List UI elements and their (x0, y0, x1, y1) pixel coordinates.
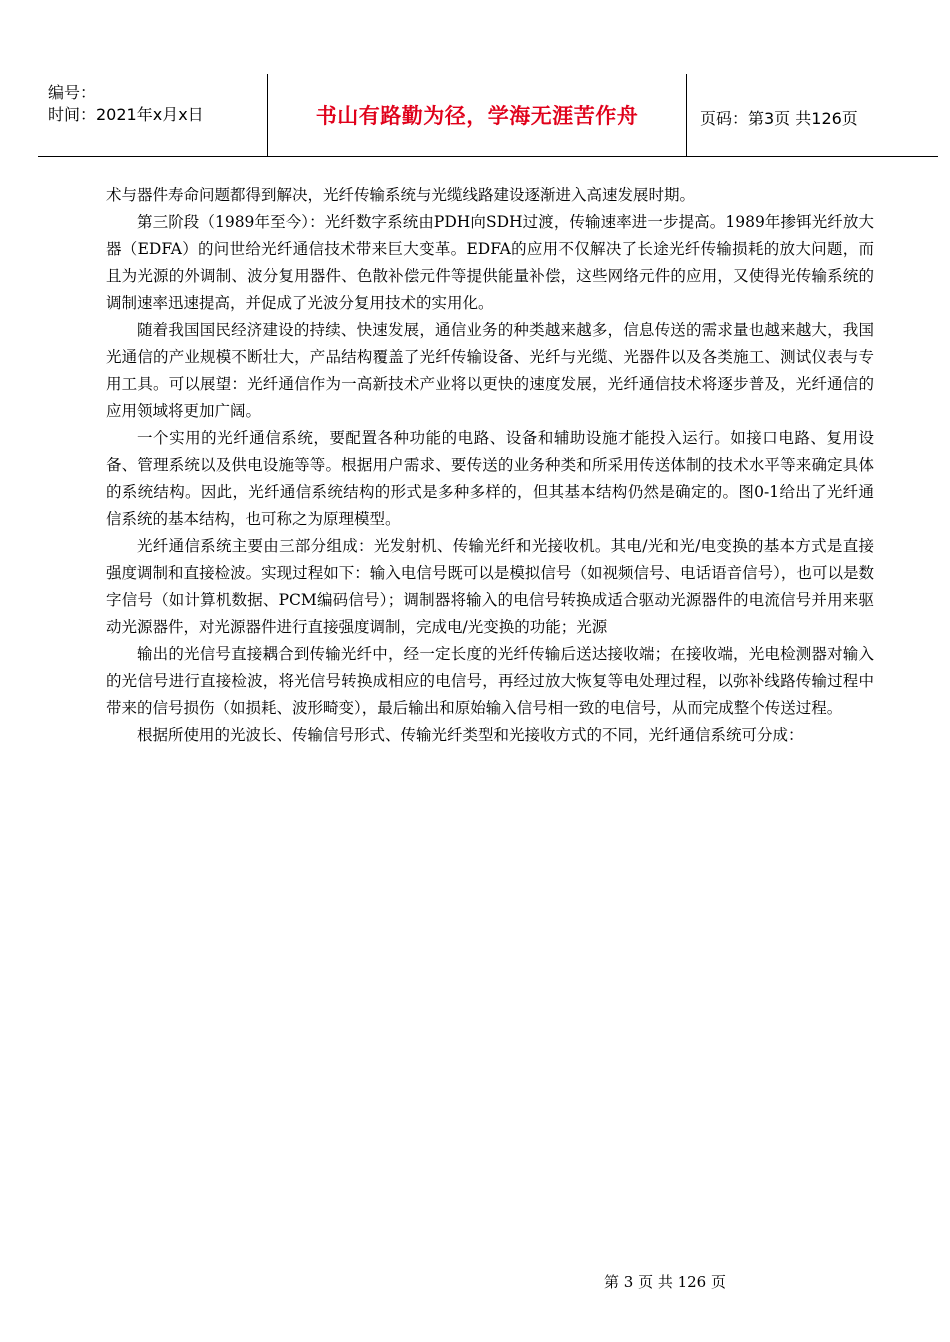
header-page-info: 页码：第3页 共126页 (700, 109, 858, 128)
document-body (106, 182, 874, 749)
paragraph: 第三阶段（1989年至今）：光纤数字系统由PDH向SDH过渡，传输速率进一步提高。1989年掺铒光纤放大器（EDFA）的问世给光纤通信技术带来巨大变革。EDFA的应用不仅解决了长途光纤传输损耗的放大问题，而且为光源的外调制、波分复用器件、色散补偿元件等提供能量补偿，这些网络元件的应用，又使得光传输系统的调制速率迅速提高，并促成了光波分复用技术的实用化。 (106, 213, 874, 312)
paragraph: 光纤通信系统主要由三部分组成：光发射机、传输光纤和光接收机。其电/光和光/电变换的基本方式是直接强度调制和直接检波。实现过程如下：输入电信号既可以是模拟信号（如视频信号、电话语音信号），也可以是数字信号（如计算机数据、PCM编码信号）；调制器将输入的电信号转换成适合驱动光源器件的电流信号并用来驱动光源器件，对光源器件进行直接强度调制，完成电/光变换的功能；光源 (106, 537, 874, 636)
page-header (38, 74, 938, 157)
header-divider (686, 74, 687, 156)
paragraph: 术与器件寿命问题都得到解决，光纤传输系统与光缆线路建设逐渐进入高速发展时期。 (106, 186, 696, 204)
header-motto: 书山有路勤为径，学海无涯苦作舟 (315, 104, 639, 128)
code-label: 编号： (48, 83, 97, 102)
paragraph: 随着我国国民经济建设的持续、快速发展，通信业务的种类越来越多，信息传送的需求量也越来越大，我国光通信的产业规模不断壮大，产品结构覆盖了光纤传输设备、光纤与光缆、光器件以及各类施工、测试仪表与专用工具。可以展望：光纤通信作为一高新技术产业将以更快的速度发展，光纤通信技术将逐步普及，光纤通信的应用领域将更加广阔。 (106, 321, 874, 420)
paragraph: 输出的光信号直接耦合到传输光纤中，经一定长度的光纤传输后送达接收端；在接收端，光电检测器对输入的光信号进行直接检波，将光信号转换成相应的电信号，再经过放大恢复等电处理过程，以弥补线路传输过程中带来的信号损伤（如损耗、波形畸变），最后输出和原始输入信号相一致的电信号，从而完成整个传送过程。 (106, 645, 874, 717)
paragraph: 一个实用的光纤通信系统，要配置各种功能的电路、设备和辅助设施才能投入运行。如接口电路、复用设备、管理系统以及供电设施等等。根据用户需求、要传送的业务种类和所采用传送体制的技术水平等来确定具体的系统结构。因此，光纤通信系统结构的形式是多种多样的，但其基本结构仍然是确定的。图0-1给出了光纤通信系统的基本结构，也可称之为原理模型。 (106, 429, 874, 528)
paragraph: 根据所使用的光波长、传输信号形式、传输光纤类型和光接收方式的不同，光纤通信系统可分成： (137, 726, 804, 744)
time-label: 时间：2021年x月x日 (48, 105, 204, 124)
header-meta (48, 82, 268, 126)
page-footer: 第 3 页 共 126 页 (603, 1273, 726, 1291)
